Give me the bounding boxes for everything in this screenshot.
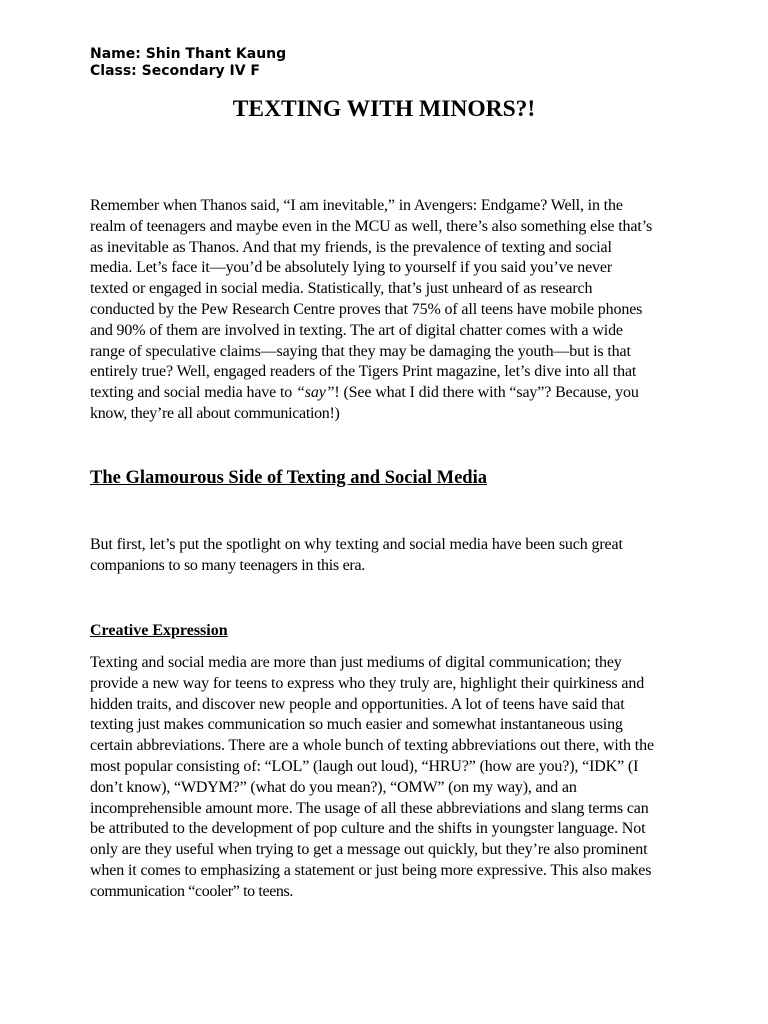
text-line: texting just makes communication so much easier and somewhat instantaneous using bbox=[90, 716, 623, 734]
section1-paragraph bbox=[90, 535, 690, 577]
section-heading-glamourous: The Glamourous Side of Texting and Social Media bbox=[90, 468, 487, 488]
creative-expression-paragraph bbox=[90, 653, 690, 903]
text-line: when it comes to emphasizing a statement or just being more expressive. This also makes bbox=[90, 861, 652, 879]
text-line: But first, let’s put the spotlight on why texting and social media have been such great bbox=[90, 536, 623, 553]
text-line: media. Let’s face it—you’d be absolutely lying to yourself if you said you’ve never bbox=[90, 259, 613, 277]
text-line: realm of teenagers and maybe even in the MCU as well, there’s also something else that’s bbox=[90, 217, 653, 235]
text-line: hidden traits, and discover new people and opportunities. A lot of teens have said that bbox=[90, 695, 625, 713]
article-title: TEXTING WITH MINORS?! bbox=[232, 96, 536, 122]
text-line: be attributed to the development of pop culture and the shifts in youngster language. Not bbox=[90, 820, 646, 838]
italic-say: “say” bbox=[295, 384, 335, 402]
text-line: communication “cooler” to teens. bbox=[90, 882, 294, 900]
text-line: Texting and social media are more than just mediums of digital communication; they bbox=[90, 654, 622, 671]
text-fragment: ! (See what I did there with “say”? Because, you bbox=[334, 384, 639, 402]
text-line: only are they useful when trying to get a message out quickly, but they’re also prominent bbox=[90, 841, 648, 859]
text-line: most popular consisting of: “LOL” (laugh out loud), “HRU?” (how are you?), “IDK” (I bbox=[90, 757, 639, 775]
student-info bbox=[90, 46, 286, 80]
text-line: certain abbreviations. There are a whole bunch of texting abbreviations out there, with the bbox=[90, 737, 654, 755]
subheading-creative-expression: Creative Expression bbox=[90, 622, 228, 639]
intro-paragraph bbox=[90, 196, 690, 425]
student-class: Class: Secondary IV F bbox=[90, 63, 260, 79]
text-line: as inevitable as Thanos. And that my friends, is the prevalence of texting and social bbox=[90, 238, 612, 256]
text-line: Remember when Thanos said, “I am inevitable,” in Avengers: Endgame? Well, in the bbox=[90, 197, 623, 214]
text-line: know, they’re all about communication!) bbox=[90, 404, 340, 422]
text-line: incomprehensible amount more. The usage of all these abbreviations and slang terms can bbox=[90, 799, 649, 817]
text-line: conducted by the Pew Research Centre proves that 75% of all teens have mobile phones bbox=[90, 300, 643, 318]
text-line: texted or engaged in social media. Statistically, that’s just unheard of as research bbox=[90, 280, 593, 298]
text-fragment: texting and social media have to bbox=[90, 384, 296, 402]
text-line: provide a new way for teens to express who they truly are, highlight their quirkiness and bbox=[90, 674, 645, 692]
text-line: don’t know), “WDYM?” (what do you mean?), “OMW” (on my way), and an bbox=[90, 778, 577, 796]
student-name: Name: Shin Thant Kaung bbox=[90, 46, 287, 62]
text-line: and 90% of them are involved in texting. The art of digital chatter comes with a wide bbox=[90, 321, 623, 339]
text-line: range of speculative claims—saying that they may be damaging the youth—but is that bbox=[90, 342, 631, 360]
text-line: companions to so many teenagers in this era. bbox=[90, 556, 366, 574]
text-line bbox=[90, 383, 690, 404]
text-line: entirely true? Well, engaged readers of the Tigers Print magazine, let’s dive into all that bbox=[90, 363, 637, 381]
